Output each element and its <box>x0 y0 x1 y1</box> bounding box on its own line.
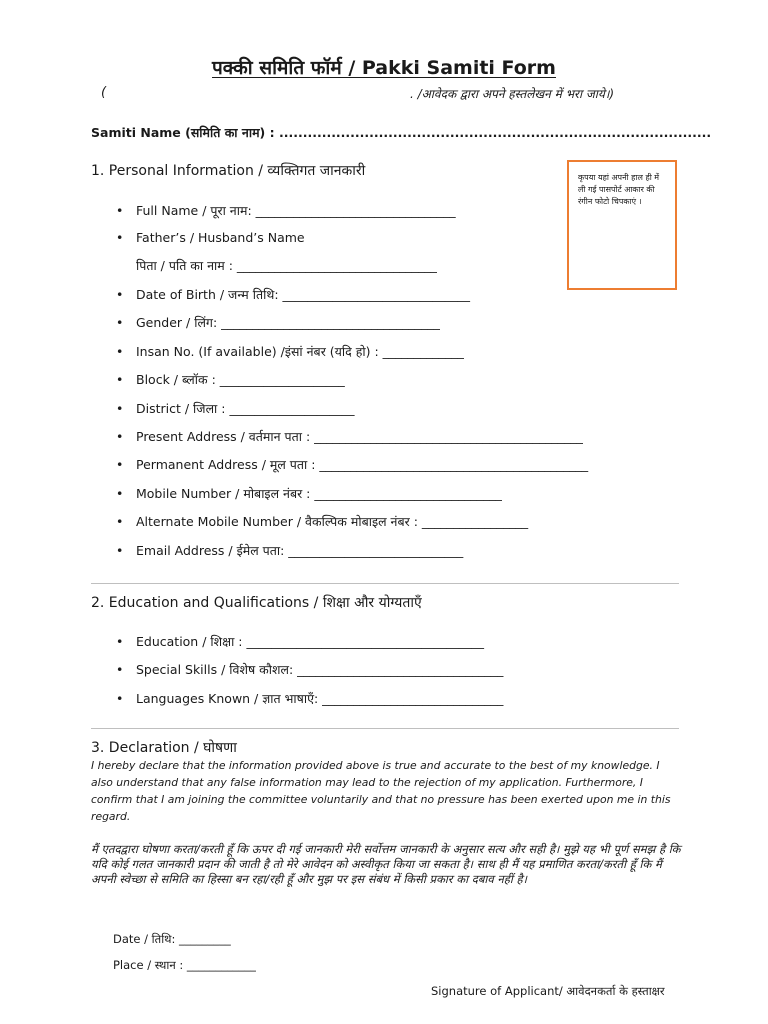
photo-box[interactable] <box>567 160 677 290</box>
bullet-icon: • <box>116 691 124 706</box>
applicant-signature[interactable]: Signature of Applicant/ आवेदनकर्ता के हस्ताक्षर <box>431 984 665 998</box>
field-present-address[interactable]: • Present Address / वर्तमान पता : ___________________________________________ <box>116 429 583 444</box>
section-divider <box>91 583 679 584</box>
declaration-hindi: मैं एतदद्वारा घोषणा करता/करती हूँ कि ऊपर दी गई जानकारी मेरी सर्वोत्तम जानकारी के अनुसार सत्य और सही है। मुझे यह भी पूर्ण समझ है कि यदि कोई गलत जानकारी प्रदान की जाती है तो मेरे आवेदन को अस्वीकृत किया जा सकता है। साथ ही मैं यह प्रमाणित करता/करती हूँ कि मैं अपनी स्वेच्छा से समिति का हिस्सा बन रहा/रही हूँ और मुझ पर इस संबंध में किसी प्रकार का दबाव नहीं है। <box>91 842 681 886</box>
field-block[interactable]: • Block / ब्लॉक : ____________________ <box>116 372 345 387</box>
bullet-icon: • <box>116 429 124 444</box>
personal-info-heading: 1. Personal Information / व्यक्तिगत जानकारी <box>91 163 366 179</box>
declaration-english: I hereby declare that the information provided above is true and accurate to the best of my knowledge. I also understand that any false information may lead to the rejection of my application. Furthermore, I confirm that I am joining the committee voluntarily and that no pressure has been exerted upon me in this regard. <box>91 759 671 823</box>
section-divider <box>91 728 679 729</box>
field-father-husband-name[interactable]: • Father’s / Husband’s Name <box>116 230 305 245</box>
bullet-icon: • <box>116 401 124 416</box>
field-district[interactable]: • District / जिला : ____________________ <box>116 401 355 416</box>
bullet-icon: • <box>116 315 124 330</box>
field-alternate-mobile[interactable]: • Alternate Mobile Number / वैकल्पिक मोबाइल नंबर : _________________ <box>116 514 529 529</box>
field-email[interactable]: • Email Address / ईमेल पता: ____________________________ <box>116 543 464 558</box>
bullet-icon: • <box>116 514 124 529</box>
education-heading: 2. Education and Qualifications / शिक्षा और योग्यताएँ <box>91 595 422 611</box>
instruction-open-paren: ( <box>101 85 107 100</box>
form-title: पक्की समिति फॉर्म / Pakki Samiti Form <box>212 57 556 79</box>
bullet-icon: • <box>116 634 124 649</box>
field-gender[interactable]: • Gender / लिंग: ___________________________________ <box>116 315 440 330</box>
bullet-icon: • <box>116 230 124 245</box>
field-father-husband-name-hindi[interactable]: पिता / पति का नाम : ________________________________ <box>136 258 437 273</box>
bullet-icon: • <box>116 662 124 677</box>
bullet-icon: • <box>116 203 124 218</box>
field-permanent-address[interactable]: • Permanent Address / मूल पता : ___________________________________________ <box>116 457 589 472</box>
field-special-skills[interactable]: • Special Skills / विशेष कौशल: _________________________________ <box>116 662 504 677</box>
field-languages-known[interactable]: • Languages Known / ज्ञात भाषाएँ: _____________________________ <box>116 691 504 706</box>
bullet-icon: • <box>116 457 124 472</box>
field-place[interactable]: Place / स्थान : ____________ <box>113 958 256 972</box>
field-date[interactable]: Date / तिथि: _________ <box>113 932 231 946</box>
field-full-name[interactable]: • Full Name / पूरा नाम: ________________________________ <box>116 203 456 218</box>
bullet-icon: • <box>116 543 124 558</box>
field-mobile-number[interactable]: • Mobile Number / मोबाइल नंबर : ______________________________ <box>116 486 502 501</box>
bullet-icon: • <box>116 287 124 302</box>
field-date-of-birth[interactable]: • Date of Birth / जन्म तिथि: ______________________________ <box>116 287 471 302</box>
bullet-icon: • <box>116 344 124 359</box>
declaration-heading: 3. Declaration / घोषणा <box>91 740 237 756</box>
samiti-name-field[interactable]: Samiti Name (समिति का नाम) : ........................................................................................... <box>91 125 712 140</box>
photo-instruction: कृपया यहां अपनी हाल ही में ली गई पासपोर्ट आकार की रंगीन फोटो चिपकाएं । <box>578 173 660 206</box>
field-education[interactable]: • Education / शिक्षा : ______________________________________ <box>116 634 484 649</box>
bullet-icon: • <box>116 372 124 387</box>
handwriting-instruction: . /आवेदक द्वारा अपने हस्तलेखन में भरा जाये।) <box>410 87 615 101</box>
bullet-icon: • <box>116 486 124 501</box>
field-insan-no[interactable]: • Insan No. (If available) /इंसां नंबर (यदि हो) : _____________ <box>116 344 464 359</box>
